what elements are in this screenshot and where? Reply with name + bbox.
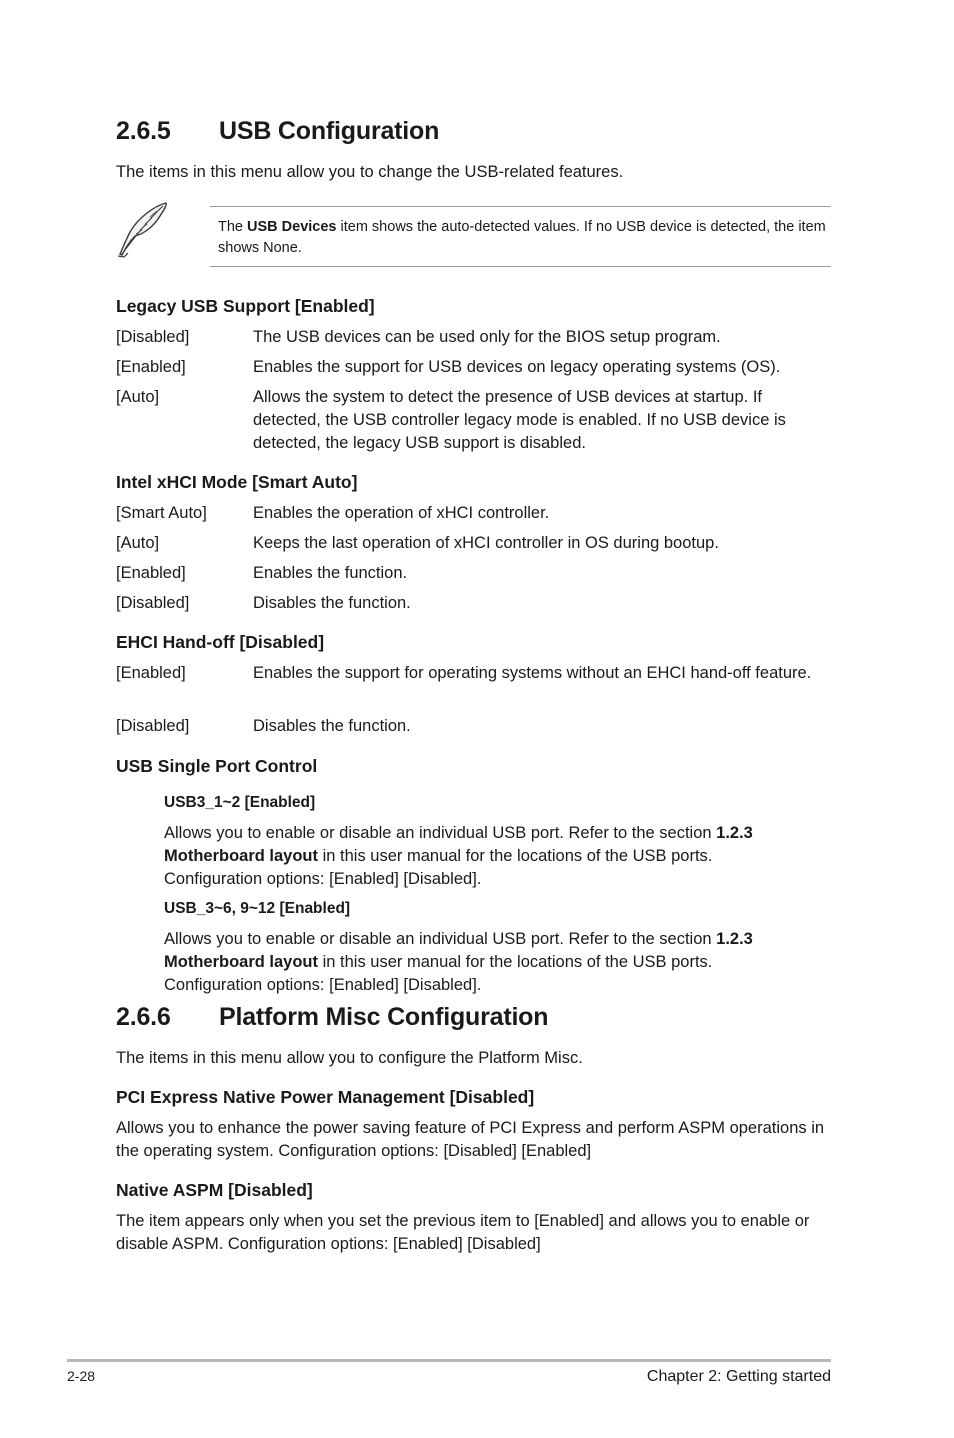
option-key: [Disabled] (116, 328, 190, 346)
section-intro: The items in this menu allow you to change the USB-related features. (116, 163, 624, 181)
section-number: 2.6.5 (116, 117, 171, 145)
option-description: The USB devices can be used only for the BIOS setup program. (253, 328, 721, 346)
note-bottom-rule (210, 266, 831, 267)
note-top-rule (210, 206, 831, 207)
pci-express-description: Allows you to enhance the power saving feature of PCI Express and perform ASPM operations in the operating system. Configuration options: [Disabled] [Enabled] (116, 1119, 825, 1160)
description-text: in this user manual for the locations of the USB ports. Configuration options: [Enabled] [Disabled]. (164, 953, 713, 994)
description-text: Allows you to enable or disable an individual USB port. Refer to the section (164, 930, 717, 948)
note-text-prefix: The (218, 219, 248, 235)
option-description: Enables the support for operating systems without an EHCI hand-off feature. (253, 664, 812, 682)
option-description: Enables the operation of xHCI controller. (253, 504, 550, 522)
usb-port-subheading: USB_3~6, 9~12 [Enabled] (164, 900, 351, 917)
option-description: Disables the function. (253, 594, 411, 612)
feather-pen-icon (114, 200, 174, 260)
description-text: in this user manual for the locations of the USB ports. Configuration options: [Enabled] [Disabled]. (164, 847, 713, 888)
option-description: Disables the function. (253, 717, 411, 735)
chapter-label: Chapter 2: Getting started (646, 1368, 831, 1385)
usb-single-port-heading: USB Single Port Control (116, 756, 318, 776)
pci-express-heading: PCI Express Native Power Management [Disabled] (116, 1087, 535, 1107)
option-description: Allows the system to detect the presence of USB devices at startup. If detected, the USB controller legacy mode is enabled. If no USB device is detected, the legacy USB support is disabled. (253, 388, 786, 452)
section-title: Platform Misc Configuration (219, 1003, 549, 1031)
note-text-suffix: item shows the auto-detected values. If no USB device is detected, the item shows None. (218, 219, 826, 256)
description-bold: 1.2.3 Motherboard layout (164, 824, 753, 865)
native-aspm-heading: Native ASPM [Disabled] (116, 1180, 313, 1200)
section-title: USB Configuration (219, 117, 440, 145)
option-description: Keeps the last operation of xHCI controller in OS during bootup. (253, 534, 719, 552)
usb-port-description (164, 928, 789, 997)
description-text: Allows you to enable or disable an individual USB port. Refer to the section (164, 824, 717, 842)
option-key: [Disabled] (116, 717, 190, 735)
option-key: [Auto] (116, 534, 160, 552)
legacy-usb-heading: Legacy USB Support [Enabled] (116, 296, 375, 316)
option-key: [Enabled] (116, 564, 186, 582)
option-description: Enables the support for USB devices on legacy operating systems (OS). (253, 358, 781, 376)
option-key: [Enabled] (116, 358, 186, 376)
option-key: [Smart Auto] (116, 504, 207, 522)
description-bold: 1.2.3 Motherboard layout (164, 930, 753, 971)
section-heading-platform-misc (116, 1003, 548, 1032)
section-heading-usb-configuration (116, 117, 439, 146)
note-text (218, 217, 830, 259)
option-key: [Enabled] (116, 664, 186, 682)
option-key: [Auto] (116, 388, 160, 406)
usb-port-description (164, 822, 789, 891)
page-number: 2-28 (67, 1368, 96, 1384)
option-key: [Disabled] (116, 594, 190, 612)
section-intro: The items in this menu allow you to configure the Platform Misc. (116, 1049, 583, 1067)
note-text-bold: USB Devices (247, 219, 337, 235)
usb-port-subheading: USB3_1~2 [Enabled] (164, 794, 316, 811)
footer-rule (67, 1359, 831, 1362)
section-number: 2.6.6 (116, 1003, 171, 1031)
ehci-handoff-heading: EHCI Hand-off [Disabled] (116, 632, 325, 652)
native-aspm-description: The item appears only when you set the previous item to [Enabled] and allows you to enable or disable ASPM. Configuration options: [Enabled] [Disabled] (116, 1212, 810, 1253)
xhci-mode-heading: Intel xHCI Mode [Smart Auto] (116, 472, 358, 492)
option-description: Enables the function. (253, 564, 408, 582)
